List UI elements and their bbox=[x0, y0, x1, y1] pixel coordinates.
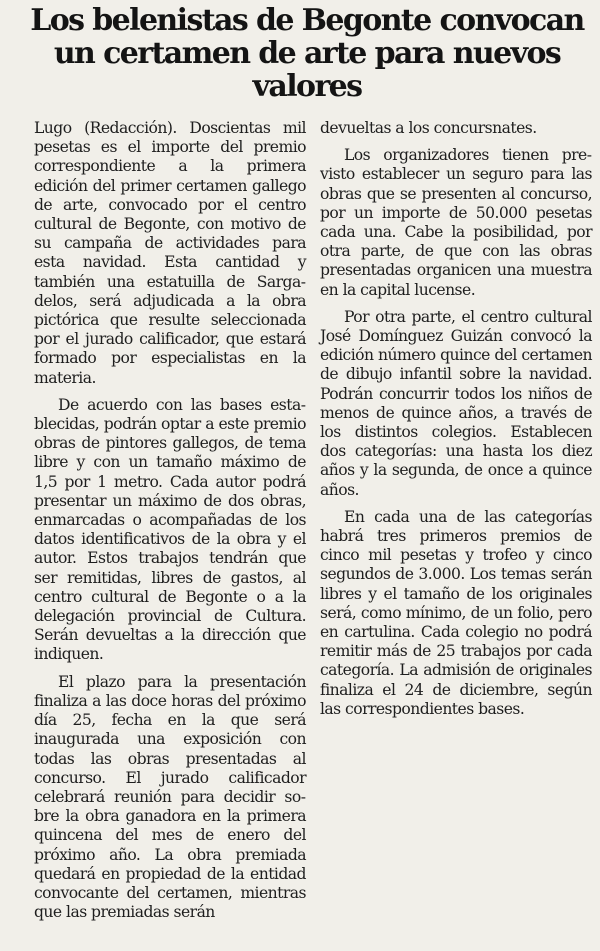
article-columns bbox=[22, 119, 592, 930]
headline bbox=[22, 4, 592, 103]
paragraph: De acuerdo con las bases establecidas, podrán optar a este premio obras de pintores gallegos, de tema libre y con un tamaño máximo de 1,5 por 1 metro. Cada autor podrá presentar un máximo de dos obras, enmarcadas o acompañadas de los datos identificativos de la obra y el autor. Estos trabajos tendrán que ser remitidas, libres de gastos, al centro cultural de Begonte o a la delegación provincial de Cultura. Serán devueltas a la dirección que indiquen. bbox=[34, 395, 306, 664]
paragraph-continuation: devueltas a los concursnates. bbox=[320, 119, 537, 137]
left-column bbox=[22, 119, 306, 930]
paragraph: Los organizadores tienen previsto establecer un seguro para las obras que se presenten al concurso, por un importe de 50.000 pesetas cada una. Cabe la posibilidad, por otra parte, de que con las obras presentadas organicen una muestra en la capital lucense. bbox=[320, 146, 592, 299]
headline-line-1: Los belenistas de Begonte convocan bbox=[30, 3, 584, 38]
paragraph: Por otra parte, el centro cultural José Domínguez Guizán convocó la edición número quince del certamen de dibujo infantil sobre la navidad. Podrán concurrir todos los niños de menos de quince años, a través de los distintos colegios. Establecen dos categorías: una hasta los diez años y la segunda, de once a quince años. bbox=[320, 307, 592, 499]
paragraph: El plazo para la presentación finaliza a las doce horas del próximo día 25, fecha en la que será inaugurada una exposición con todas las obras presentadas al concurso. El jurado calificador celebrará reunión para decidir sobre la obra ganadora en la primera quincena del mes de enero del próximo año. La obra premiada quedará en propiedad de la entidad convocante del certamen, mientras que las premiadas serán bbox=[34, 672, 306, 922]
paragraph: Lugo (Redacción). Doscientas mil pesetas es el importe del premio correspondiente a la primera edición del primer certamen gallego de arte, convocado por el centro cultural de Begonte, con motivo de su campaña de actividades para esta navidad. Esta cantidad y también una estatuilla de Sargadelos, será adjudicada a la obra pictórica que resulte seleccionada por el jurado calificador, que estará formado por especialistas en la materia. bbox=[34, 119, 306, 387]
paragraph: En cada una de las categorías habrá tres primeros premios de cinco mil pesetas y trofeo y cinco segundos de 3.000. Los temas serán libres y el tamaño de los originales será, como mínimo, de un folio, pero en cartulina. Cada colegio no podrá remitir más de 25 trabajos por cada categoría. La admisión de originales finaliza el 24 de diciembre, según las correspondientes bases. bbox=[320, 507, 592, 718]
headline-line-2: un certamen de arte para nuevos valores bbox=[53, 36, 561, 104]
right-column bbox=[320, 119, 592, 930]
